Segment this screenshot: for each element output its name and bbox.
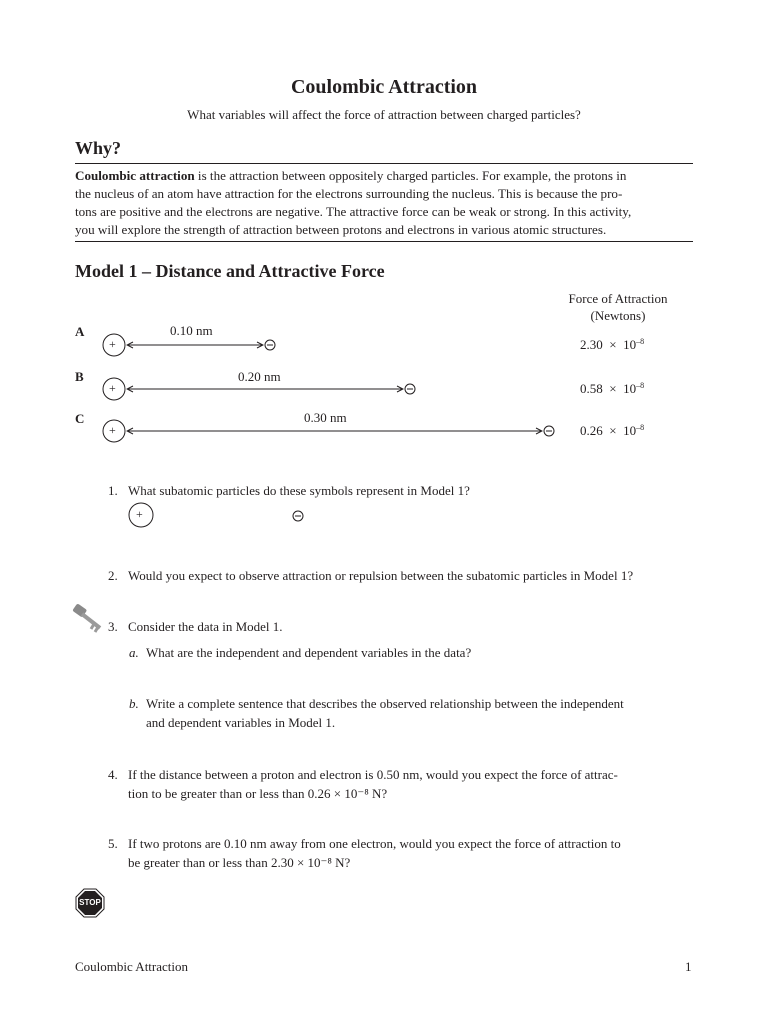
row-a-diagram — [103, 334, 275, 356]
force-value-a: $2.30 \times 10^{-8}$ — [580, 337, 645, 352]
footer-title: Coulombic Attraction — [75, 959, 189, 974]
force-value-c: $0.26 \times 10^{-8}$ — [580, 423, 645, 438]
why-heading: Why? — [75, 138, 122, 158]
row-label-a: A — [75, 324, 85, 339]
question-3a: a. What are the independent and dependent variables in the data? — [129, 645, 472, 660]
question-2: 2. Would you expect to observe attraction or repulsion between the subatomic particles in Model 1? — [108, 568, 634, 583]
why-line-3: tons are positive and the electrons are negative. The attractive force can be weak or strong. In this activity, — [75, 204, 632, 219]
row-label-c: C — [75, 411, 85, 426]
distance-label-b: 0.20 nm — [238, 369, 281, 384]
question-1: 1. What subatomic particles do these symbols represent in Model 1? — [108, 483, 470, 498]
q1-symbols — [129, 503, 303, 527]
why-line-2: the nucleus of an atom have attraction for the electrons surrounding the nucleus. This is because the pro- — [75, 186, 623, 201]
row-label-b: B — [75, 369, 84, 384]
force-header-line1: Force of Attraction — [568, 291, 668, 306]
question-4: 4. If the distance between a proton and electron is 0.50 nm, would you expect the force of attrac- tion to be greater than or less than 0.26 × 10⁻⁸ N? — [108, 767, 618, 801]
page-subtitle: What variables will affect the force of attraction between charged particles? — [187, 107, 581, 122]
proton-plus: + — [109, 423, 116, 437]
force-header-line2: (Newtons) — [590, 308, 646, 323]
key-icon — [72, 604, 104, 632]
proton-plus: + — [109, 337, 116, 351]
force-value-b: $0.58 \times 10^{-8}$ — [580, 381, 645, 396]
question-3: 3. Consider the data in Model 1. — [108, 619, 283, 634]
why-term: Coulombic attraction — [75, 168, 195, 183]
page-title: Coulombic Attraction — [290, 76, 478, 98]
question-5: 5. If two protons are 0.10 nm away from one electron, would you expect the force of attraction to be greater than or less than 2.30 × 10⁻⁸ N? — [108, 836, 621, 870]
why-line-1: is the attraction between oppositely charged particles. For example, the protons in — [194, 168, 627, 183]
question-3b: b. Write a complete sentence that describes the observed relationship between the independent and dependent variables in Model 1. — [129, 696, 624, 730]
stop-sign-label: STOP — [79, 898, 101, 907]
distance-label-a: 0.10 nm — [170, 323, 213, 338]
proton-plus: + — [109, 381, 116, 395]
why-line-4: you will explore the strength of attraction between protons and electrons in various atomic structures. — [75, 222, 607, 237]
page-number: 1 — [685, 959, 692, 974]
distance-label-c: 0.30 nm — [304, 410, 347, 425]
model-heading: Model 1 – Distance and Attractive Force — [75, 261, 385, 281]
proton-plus: + — [136, 507, 143, 521]
